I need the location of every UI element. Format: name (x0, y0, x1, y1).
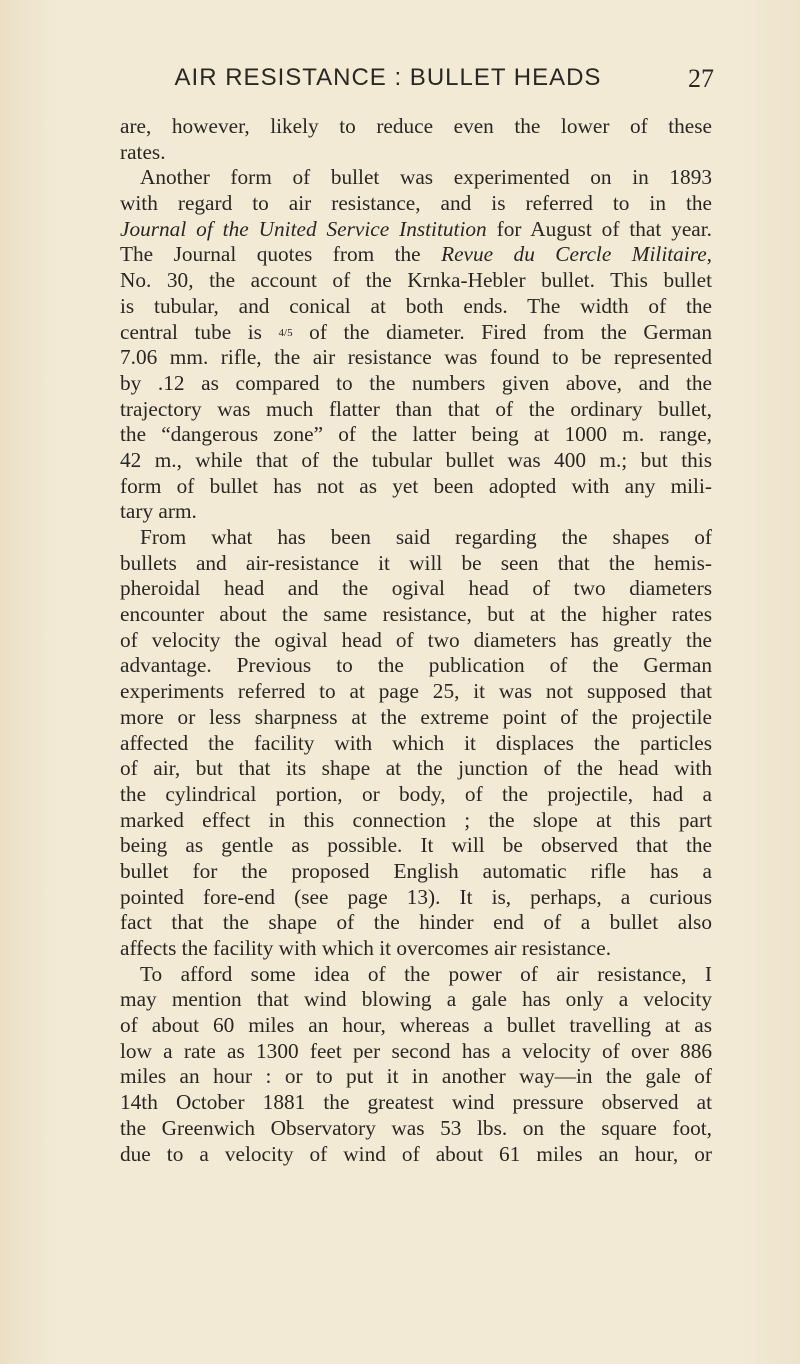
text-line (120, 165, 712, 191)
text-segment: experiments referred to at page 25, it was not supposed that (120, 679, 712, 704)
text-line (120, 268, 712, 294)
text-segment: low a rate as 1300 feet per second has a velocity of over 886 (120, 1038, 712, 1063)
text-line (120, 910, 712, 936)
text-segment: of about 60 miles an hour, whereas a bullet travelling at as (120, 1013, 712, 1038)
text-line (120, 936, 712, 962)
text-line (120, 1013, 712, 1039)
text-line (120, 217, 712, 243)
text-segment: by .12 as compared to the numbers given above, and the (120, 370, 712, 395)
text-segment: 42 m., while that of the tubular bullet was 400 m.; but this (120, 447, 712, 472)
text-segment: pointed fore-end (see page 13). It is, perhaps, a curious (120, 884, 712, 909)
text-line (120, 782, 712, 808)
text-line (120, 474, 712, 500)
text-segment: pheroidal head and the ogival head of two diameters (120, 576, 712, 601)
text-segment: of velocity the ogival head of two diameters has greatly the (120, 627, 712, 652)
text-line (120, 1039, 712, 1065)
text-segment: 7.06 mm. rifle, the air resistance was found to be represented (120, 345, 712, 370)
text-line (120, 1064, 712, 1090)
running-head (118, 64, 714, 98)
text-line (120, 1090, 712, 1116)
text-segment: form of bullet has not as yet been adopted with any mili- (120, 473, 712, 498)
text-segment: Another form of bullet was experimented on in 1893 (140, 165, 712, 190)
text-segment: No. 30, the account of the Krnka-Hebler bullet. This bullet (120, 268, 712, 293)
fraction: 4/5 (278, 326, 293, 339)
text-line (120, 242, 712, 268)
text-line (120, 731, 712, 757)
text-segment: may mention that wind blowing a gale has only a velocity (120, 987, 712, 1012)
text-line (120, 191, 712, 217)
text-line (120, 397, 712, 423)
text-segment: fact that the shape of the hinder end of a bullet also (120, 910, 712, 935)
text-line (120, 679, 712, 705)
text-segment: affects the facility with which it overcomes air resistance. (120, 936, 612, 960)
text-line (120, 705, 712, 731)
text-segment: tary arm. (120, 499, 197, 524)
text-line (120, 859, 712, 885)
text-segment: of the diameter. Fired from the German (292, 319, 712, 344)
text-segment: rates. (120, 139, 166, 164)
italic-text: Journal of the United Service Institution (120, 216, 487, 241)
text-segment: more or less sharpness at the extreme point of the projectile (120, 704, 712, 729)
running-title: AIR RESISTANCE : BULLET HEADS (174, 64, 602, 91)
text-segment: miles an hour : or to put it in another way—in the gale of (120, 1064, 712, 1089)
text-segment: are, however, likely to reduce even the lower of these (120, 114, 712, 138)
text-segment: To afford some idea of the power of air resistance, I (140, 961, 712, 986)
text-line (120, 1142, 712, 1168)
page-number: 27 (688, 64, 714, 93)
text-segment: the Greenwich Observatory was 53 lbs. on the square foot, (120, 1115, 712, 1140)
text-line (120, 1116, 712, 1142)
text-line (120, 320, 712, 346)
text-line (120, 294, 712, 320)
text-segment: The Journal quotes from the (120, 242, 442, 267)
text-segment: for August of that year. (486, 216, 712, 241)
text-line (120, 833, 712, 859)
text-segment: encounter about the same resistance, but at the higher rates (120, 602, 712, 627)
body-text (120, 114, 712, 1167)
text-segment: being as gentle as possible. It will be observed that the (120, 833, 712, 858)
text-line (120, 628, 712, 654)
text-line (120, 653, 712, 679)
text-line (120, 808, 712, 834)
text-line (120, 525, 712, 551)
text-segment: with regard to air resistance, and is referred to in the (120, 191, 712, 216)
text-line (120, 756, 712, 782)
text-segment: affected the facility with which it displaces the particles (120, 730, 712, 755)
text-line (120, 962, 712, 988)
text-line (120, 371, 712, 397)
text-segment: the cylindrical portion, or body, of the projectile, had a (120, 781, 712, 806)
text-line (120, 602, 712, 628)
text-segment: due to a velocity of wind of about 61 miles an hour, or (120, 1141, 712, 1166)
text-segment: the “dangerous zone” of the latter being at 1000 m. range, (120, 422, 712, 447)
text-line (120, 576, 712, 602)
text-line (120, 885, 712, 911)
text-line (120, 987, 712, 1013)
text-line (120, 140, 712, 166)
text-line (120, 551, 712, 577)
text-segment: is tubular, and conical at both ends. The width of the (120, 293, 712, 318)
text-segment: central tube is (120, 319, 279, 344)
text-line (120, 114, 712, 140)
text-line (120, 499, 712, 525)
text-segment: of air, but that its shape at the junction of the head with (120, 756, 712, 781)
text-line (120, 345, 712, 371)
text-line (120, 422, 712, 448)
text-line (120, 448, 712, 474)
text-segment: From what has been said regarding the shapes of (140, 525, 712, 549)
text-segment: bullet for the proposed English automatic rifle has a (120, 858, 712, 883)
text-segment: 14th October 1881 the greatest wind pressure observed at (120, 1090, 712, 1115)
text-segment: trajectory was much flatter than that of the ordinary bullet, (120, 396, 712, 421)
italic-text: Revue du Cercle Militaire, (441, 242, 712, 267)
text-segment: advantage. Previous to the publication of the German (120, 653, 712, 678)
text-segment: bullets and air-resistance it will be seen that the hemis- (120, 550, 712, 575)
text-segment: marked effect in this connection ; the slope at this part (120, 807, 712, 832)
